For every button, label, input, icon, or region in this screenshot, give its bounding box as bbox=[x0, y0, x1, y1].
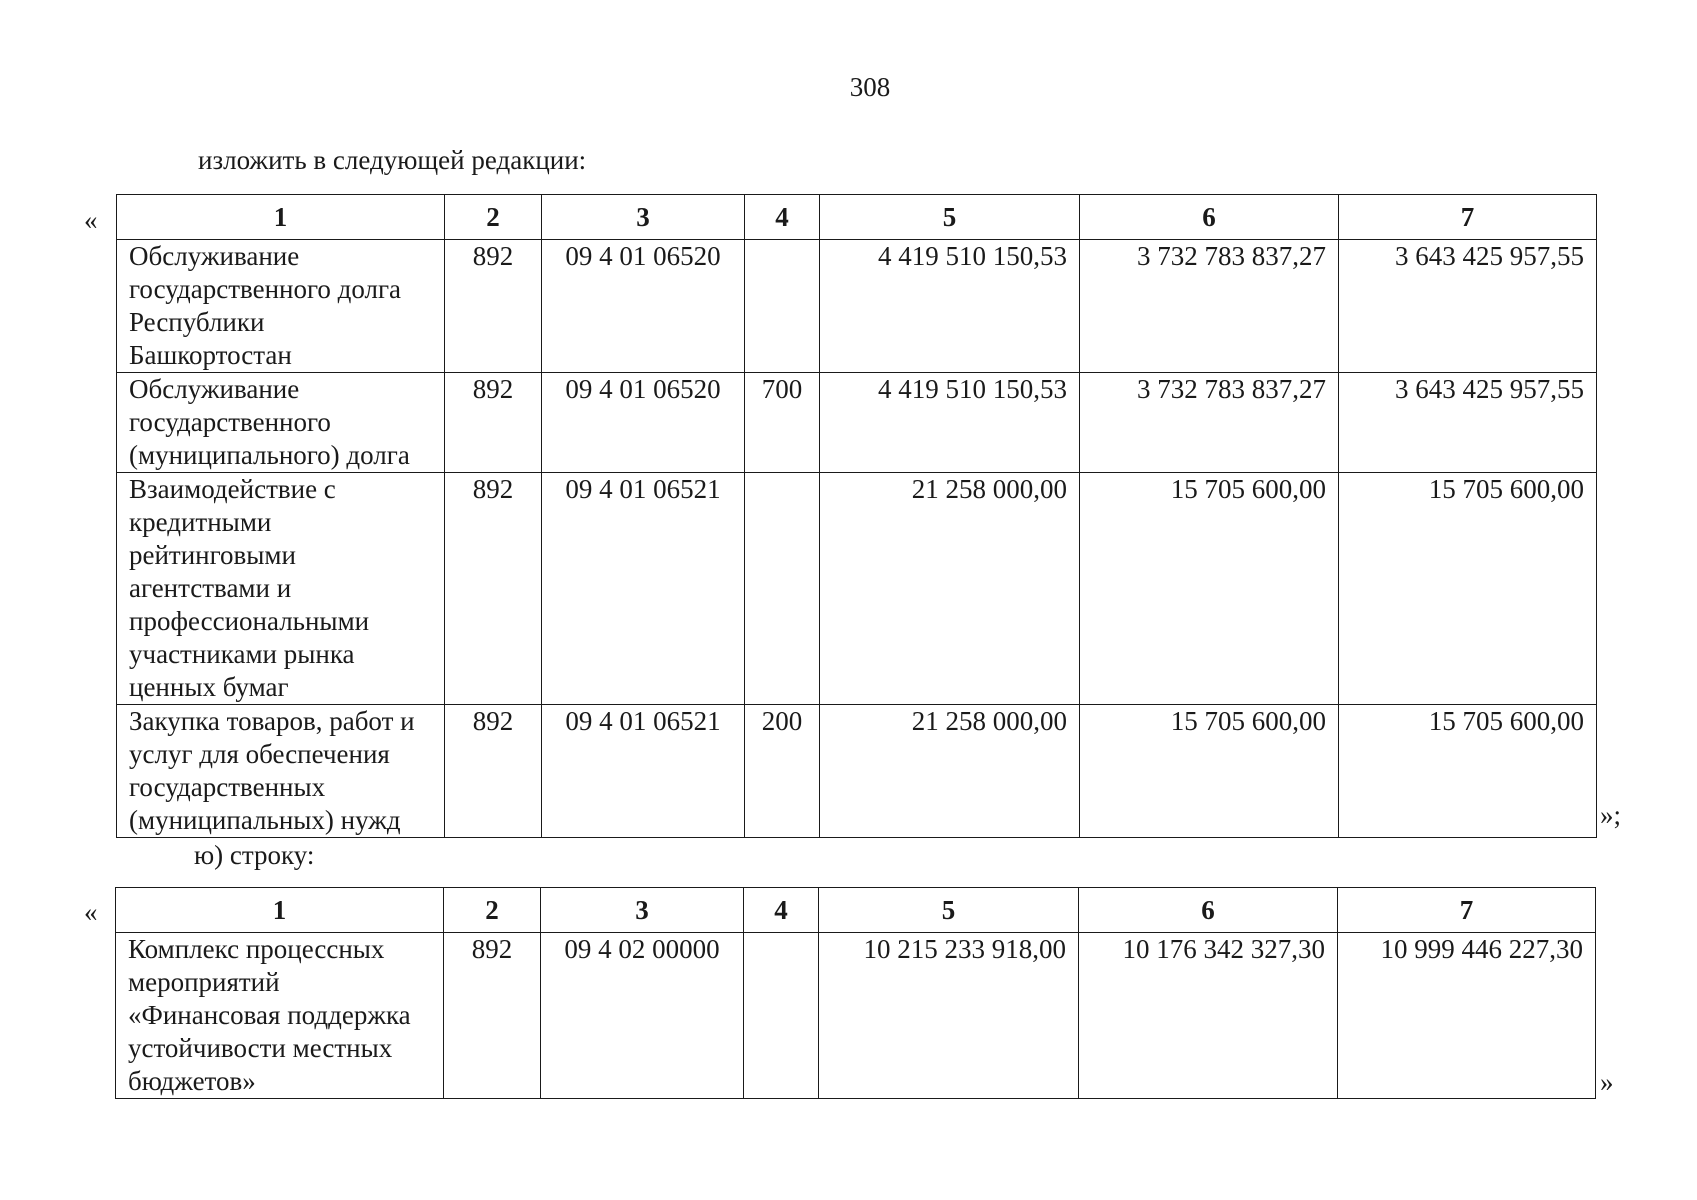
budget-table-2 bbox=[115, 887, 1596, 1099]
cell-amount: 10 999 446 227,30 bbox=[1338, 933, 1596, 1099]
row-name: Комплекс процессных мероприятий «Финансовая поддержка устойчивости местных бюджетов» bbox=[116, 933, 444, 1099]
cell-amount: 10 176 342 327,30 bbox=[1079, 933, 1338, 1099]
cell-code: 09 4 02 00000 bbox=[541, 933, 744, 1099]
table-header-row bbox=[116, 888, 1596, 933]
column-header: 4 bbox=[745, 195, 820, 240]
cell-amount: 15 705 600,00 bbox=[1339, 705, 1597, 838]
cell-ministry: 892 bbox=[445, 473, 542, 705]
column-header: 6 bbox=[1079, 888, 1338, 933]
cell-amount: 15 705 600,00 bbox=[1080, 473, 1339, 705]
column-header: 7 bbox=[1338, 888, 1596, 933]
column-header: 1 bbox=[117, 195, 445, 240]
open-quote-1: « bbox=[84, 205, 98, 235]
cell-amount: 10 215 233 918,00 bbox=[819, 933, 1079, 1099]
close-quote-2: » bbox=[1600, 1067, 1614, 1097]
budget-table-1 bbox=[116, 194, 1597, 838]
cell-amount: 3 643 425 957,55 bbox=[1339, 240, 1597, 373]
table-row bbox=[117, 373, 1597, 473]
cell-code: 09 4 01 06520 bbox=[542, 240, 745, 373]
column-header: 3 bbox=[542, 195, 745, 240]
cell-ministry: 892 bbox=[444, 933, 541, 1099]
cell-amount: 4 419 510 150,53 bbox=[820, 373, 1080, 473]
cell-ministry: 892 bbox=[445, 705, 542, 838]
cell-ministry: 892 bbox=[445, 240, 542, 373]
row-name: Взаимодействие с кредитными рейтинговыми агентствами и профессиональными участниками рынка ценных бумаг bbox=[117, 473, 445, 705]
open-quote-2: « bbox=[84, 897, 98, 927]
column-header: 1 bbox=[116, 888, 444, 933]
intro-text: изложить в следующей редакции: bbox=[198, 145, 587, 175]
cell-type: 700 bbox=[745, 373, 820, 473]
cell-ministry: 892 bbox=[445, 373, 542, 473]
cell-amount: 3 643 425 957,55 bbox=[1339, 373, 1597, 473]
table-row bbox=[117, 240, 1597, 373]
table-row bbox=[117, 705, 1597, 838]
column-header: 2 bbox=[445, 195, 542, 240]
table-row bbox=[117, 473, 1597, 705]
cell-type bbox=[745, 473, 820, 705]
column-header: 3 bbox=[541, 888, 744, 933]
cell-code: 09 4 01 06521 bbox=[542, 473, 745, 705]
close-quote-1: »; bbox=[1600, 800, 1622, 830]
cell-code: 09 4 01 06521 bbox=[542, 705, 745, 838]
cell-amount: 3 732 783 837,27 bbox=[1080, 240, 1339, 373]
cell-code: 09 4 01 06520 bbox=[542, 373, 745, 473]
cell-amount: 15 705 600,00 bbox=[1080, 705, 1339, 838]
column-header: 4 bbox=[744, 888, 819, 933]
column-header: 7 bbox=[1339, 195, 1597, 240]
cell-amount: 21 258 000,00 bbox=[820, 473, 1080, 705]
row-name: Закупка товаров, работ и услуг для обеспечения государственных (муниципальных) нужд bbox=[117, 705, 445, 838]
table-header-row bbox=[117, 195, 1597, 240]
page-number: 308 bbox=[849, 72, 891, 102]
cell-type: 200 bbox=[745, 705, 820, 838]
cell-amount: 3 732 783 837,27 bbox=[1080, 373, 1339, 473]
cell-type bbox=[745, 240, 820, 373]
row-name: Обслуживание государственного (муниципального) долга bbox=[117, 373, 445, 473]
cell-amount: 4 419 510 150,53 bbox=[820, 240, 1080, 373]
cell-amount: 15 705 600,00 bbox=[1339, 473, 1597, 705]
subheading: ю) строку: bbox=[194, 840, 315, 870]
column-header: 6 bbox=[1080, 195, 1339, 240]
table-row bbox=[116, 933, 1596, 1099]
row-name: Обслуживание государственного долга Республики Башкортостан bbox=[117, 240, 445, 373]
column-header: 5 bbox=[819, 888, 1079, 933]
cell-amount: 21 258 000,00 bbox=[820, 705, 1080, 838]
cell-type bbox=[744, 933, 819, 1099]
column-header: 2 bbox=[444, 888, 541, 933]
column-header: 5 bbox=[820, 195, 1080, 240]
